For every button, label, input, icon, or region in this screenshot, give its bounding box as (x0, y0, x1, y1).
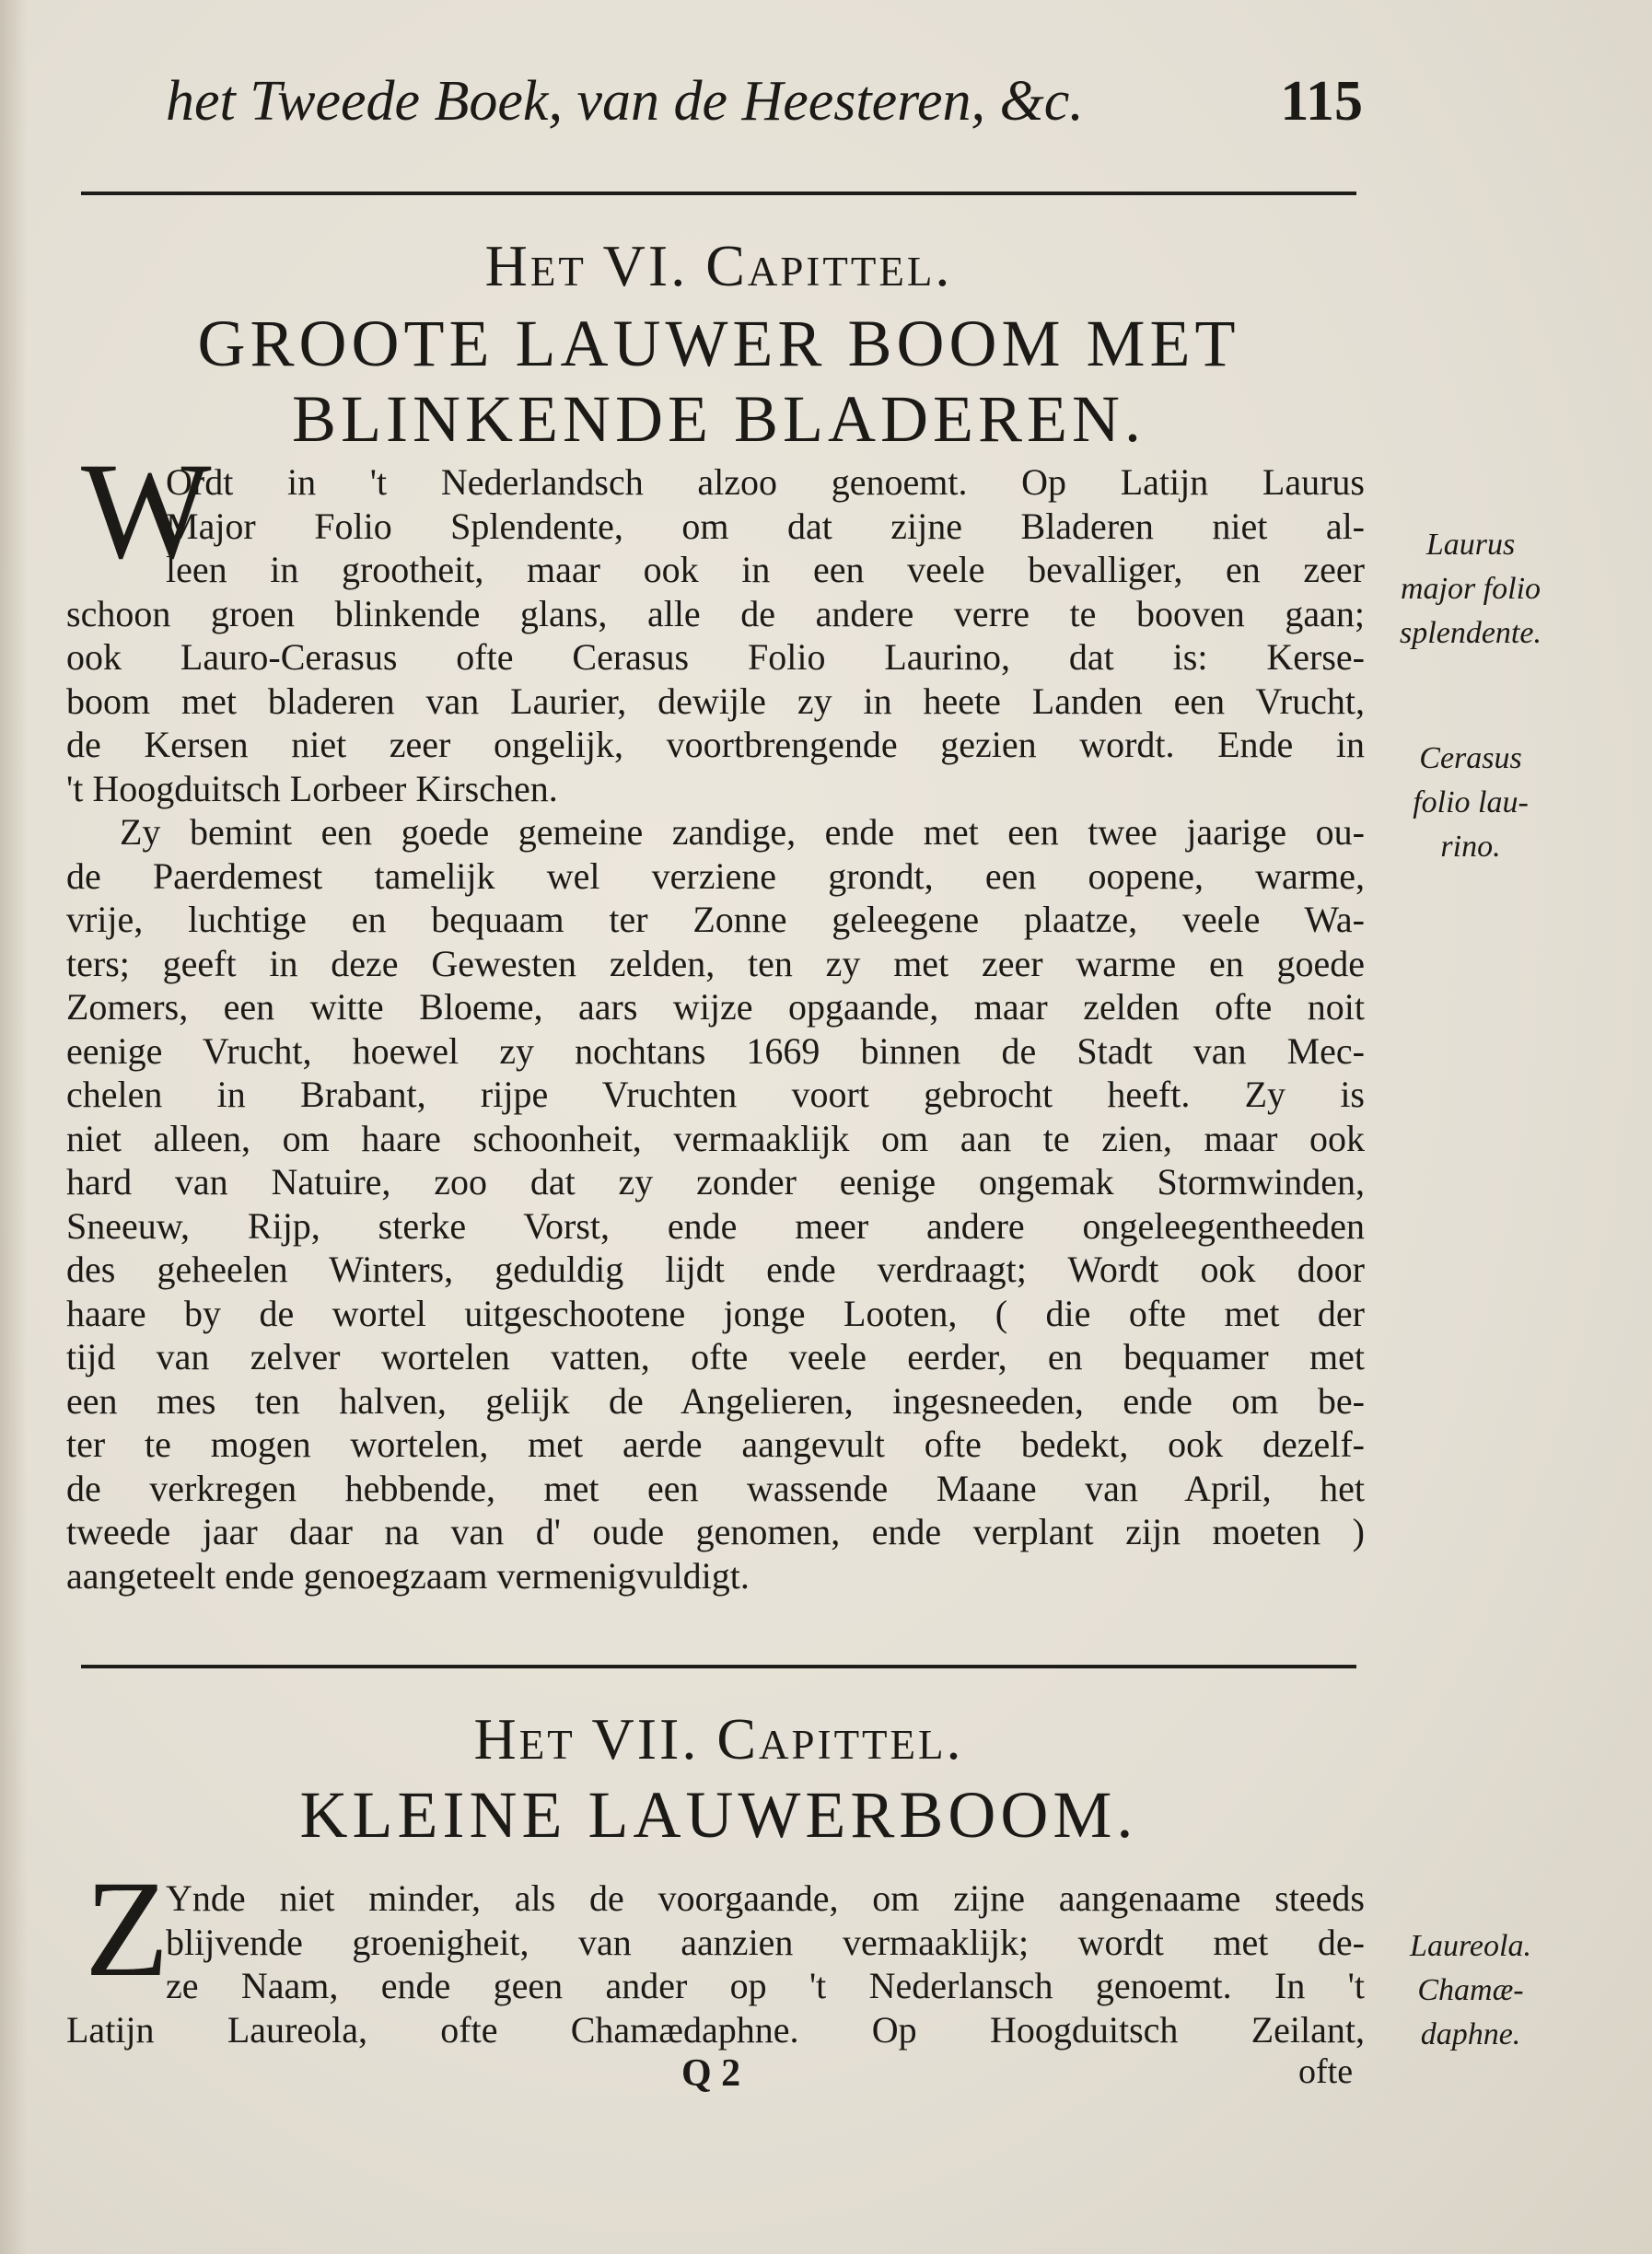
margin-note-cerasus (1374, 737, 1567, 869)
margin-note-line: rino. (1440, 830, 1501, 864)
margin-note-line: splendente. (1400, 616, 1541, 650)
text-line: 't Hoogduitsch Lorbeer Kirschen. (66, 767, 558, 809)
margin-note-line: Cerasus (1419, 741, 1522, 775)
text-line: Ynde niet minder, als de voorgaande, om zijne aangenaame steeds (166, 1877, 1365, 1919)
text-line: ze Naam, ende geen ander op 't Nederlansch genoemt. In 't (166, 1965, 1365, 2006)
text-line: boom met bladeren van Laurier, dewijle zy in heete Landen een Vrucht, (66, 680, 1365, 722)
text-line: hard van Natuire, zoo dat zy zonder eenige ongemak Stormwinden, (66, 1161, 1365, 1203)
text-line: Latijn Laureola, ofte Chamædaphne. Op Hoogduitsch Zeilant, (66, 2008, 1365, 2051)
text-line: aangeteelt ende genoegzaam vermenigvuldigt. (66, 1554, 750, 1597)
text-line: tijd van zelver wortelen vatten, ofte veele eerder, en bequamer met (66, 1336, 1365, 1377)
signature-mark: Q 2 (681, 2052, 741, 2095)
text-line: Sneeuw, Rijp, sterke Vorst, ende meer andere ongeleegentheeden (66, 1204, 1365, 1247)
header-rule (81, 192, 1356, 195)
text-line: Major Folio Splendente, om dat zijne Bladeren niet al- (166, 505, 1365, 547)
running-head-title: het Tweede Boek, van de Heesteren, &c. (166, 70, 1084, 133)
margin-note-laurus (1374, 523, 1567, 656)
text-line: des geheelen Winters, geduldig lijdt ende verdraagt; Wordt ook door (66, 1249, 1365, 1290)
chapter-separator-rule (81, 1665, 1356, 1668)
chapter6-title-line: GROOTE LAUWER BOOM MET (197, 307, 1240, 380)
gutter-shadow (0, 0, 28, 2254)
text-line: vrije, luchtige en bequaam ter Zonne geleegene plaatze, veele Wa- (66, 899, 1365, 940)
chapter6-paragraph-1 (66, 460, 1365, 810)
chapter6-paragraph-2 (66, 810, 1365, 1598)
text-line: tweede jaar daar na van d' oude genomen, ende verplant zijn moeten ) (66, 1511, 1365, 1552)
text-line: chelen in Brabant, rijpe Vruchten voort gebrocht heeft. Zy is (66, 1074, 1365, 1115)
text-line: Zy bemint een goede gemeine zandige, ende met een twee jaarige ou- (120, 811, 1365, 853)
chapter6-title-line: BLINKENDE BLADEREN. (292, 382, 1146, 456)
margin-note-line: Chamæ- (1417, 1973, 1524, 2007)
chapter6-title (81, 306, 1356, 457)
text-line: Ordt in 't Nederlandsch alzoo genoemt. Op Latijn Laurus (166, 461, 1365, 503)
margin-note-line: Laureola. (1410, 1929, 1531, 1963)
catchword: ofte (1298, 2052, 1354, 2091)
chapter6-dropcap: W (81, 435, 212, 587)
margin-note-line: Laurus (1425, 528, 1516, 562)
margin-note-line: folio lau- (1413, 785, 1529, 819)
text-line: de Kersen niet zeer ongelijk, voortbrengende gezien wordt. Ende in (66, 724, 1365, 765)
text-line: de Paerdemest tamelijk wel verziene grondt, een oopene, warme, (66, 854, 1365, 897)
text-line: eenige Vrucht, hoewel zy nochtans 1669 binnen de Stadt van Mec- (66, 1029, 1365, 1072)
chapter7-title (81, 1777, 1356, 1853)
text-line: de verkregen hebbende, met een wassende Maane van April, het (66, 1467, 1365, 1509)
text-line: Zomers, een witte Bloeme, aars wijze opgaande, maar zelden ofte noit (66, 986, 1365, 1028)
margin-note-line: major folio (1400, 572, 1541, 606)
text-line: niet alleen, om haare schoonheit, vermaaklijk om aan te zien, maar ook (66, 1117, 1365, 1159)
chapter7-dropcap: Z (85, 1853, 169, 2005)
margin-note-laureola (1374, 1924, 1567, 2057)
text-line: ter te mogen wortelen, met aerde aangevult ofte bedekt, ook dezelf- (66, 1423, 1365, 1465)
page-number: 115 (1280, 70, 1363, 133)
text-line: schoon groen blinkende glans, alle de andere verre te booven gaan; (66, 592, 1365, 634)
margin-note-line: daphne. (1420, 2017, 1521, 2051)
chapter6-heading: Het VI. Capittel. (484, 233, 953, 298)
text-line: ook Lauro-Cerasus ofte Cerasus Folio Laurino, dat is: Kerse- (66, 636, 1365, 678)
chapter7-title-line: KLEINE LAUWERBOOM. (299, 1778, 1138, 1852)
running-head (166, 64, 1363, 138)
text-line: blijvende groenigheit, van aanzien vermaaklijk; wordt met de- (166, 1921, 1365, 1963)
text-line: een mes ten halven, gelijk de Angelieren, ingesneeden, ende om be- (66, 1379, 1365, 1422)
text-line: haare by de wortel uitgeschootene jonge Looten, ( die ofte met der (66, 1292, 1365, 1334)
text-line: leen in grootheit, maar ook in een veele bevalliger, en zeer (166, 549, 1365, 590)
chapter7-heading: Het VII. Capittel. (473, 1706, 964, 1772)
chapter7-paragraph-1 (66, 1876, 1365, 2051)
text-line: ters; geeft in deze Gewesten zelden, ten zy met zeer warme en goede (66, 942, 1365, 984)
